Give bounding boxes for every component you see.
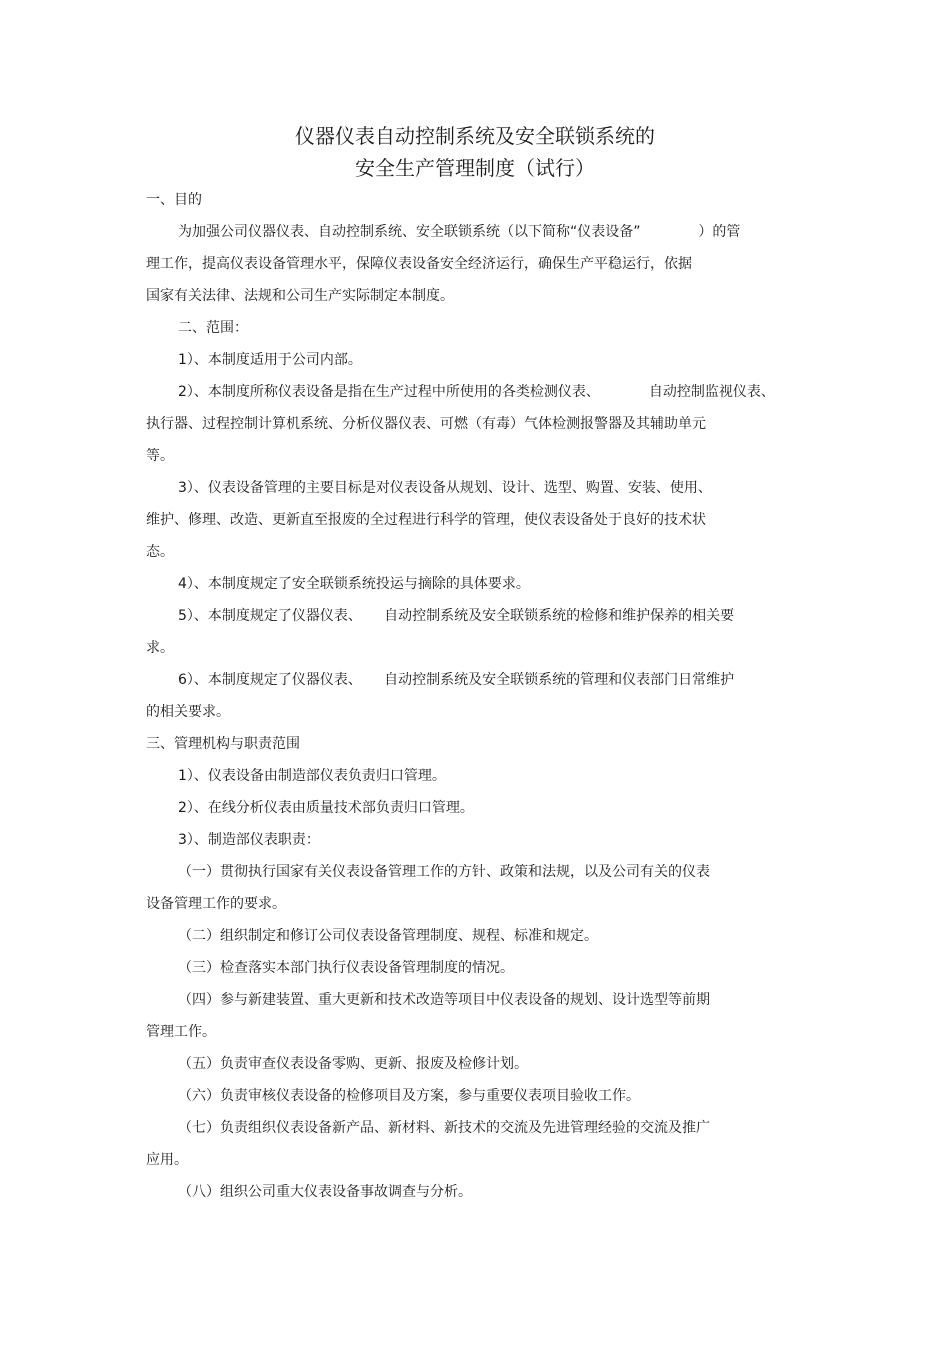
paragraph-line: 国家有关法律、法规和公司生产实际制定本制度。 <box>146 288 454 304</box>
paragraph-line: 应用。 <box>146 1152 188 1168</box>
paragraph-line: 理工作，提高仪表设备管理水平，保障仪表设备安全经济运行，确保生产平稳运行，依据 <box>146 256 692 272</box>
document-title-line-1: 仪器仪表自动控制系统及安全联锁系统的 <box>295 124 655 148</box>
paragraph-line: 管理工作。 <box>146 1024 216 1040</box>
paragraph-line: （八）组织公司重大仪表设备事故调查与分析。 <box>178 1184 472 1200</box>
paragraph-line: 5）、本制度规定了仪器仪表、 自动控制系统及安全联锁系统的检修和维护保养的相关要 <box>178 608 735 624</box>
document-title-line-2: 安全生产管理制度（试行） <box>355 156 595 180</box>
paragraph-line: 4）、本制度规定了安全联锁系统投运与摘除的具体要求。 <box>178 576 530 592</box>
paragraph-line: 6）、本制度规定了仪器仪表、 自动控制系统及安全联锁系统的管理和仪表部门日常维护 <box>178 672 735 688</box>
section-heading-purpose: 一、目的 <box>146 192 202 208</box>
paragraph-line: （三）检查落实本部门执行仪表设备管理制度的情况。 <box>178 960 514 976</box>
paragraph-line: 的相关要求。 <box>146 704 230 720</box>
paragraph-line: （五）负责审查仪表设备零购、更新、报废及检修计划。 <box>178 1056 528 1072</box>
paragraph-line: （七）负责组织仪表设备新产品、新材料、新技术的交流及先进管理经验的交流及推广 <box>178 1120 710 1136</box>
paragraph-line: 3）、仪表设备管理的主要目标是对仪表设备从规划、设计、选型、购置、安装、使用、 <box>178 480 712 496</box>
paragraph-line: 设备管理工作的要求。 <box>146 896 286 912</box>
paragraph-line: （六）负责审核仪表设备的检修项目及方案，参与重要仪表项目验收工作。 <box>178 1088 640 1104</box>
section-heading-organization: 三、管理机构与职责范围 <box>146 736 300 752</box>
paragraph-line: 维护、修理、改造、更新直至报废的全过程进行科学的管理，使仪表设备处于良好的技术状 <box>146 512 706 528</box>
paragraph-line: 2）、本制度所称仪表设备是指在生产过程中所使用的各类检测仪表、 自动控制监视仪表、 <box>178 384 775 400</box>
paragraph-line: 求。 <box>146 640 174 656</box>
section-heading-scope: 二、范围： <box>178 320 248 336</box>
paragraph-line: （二）组织制定和修订公司仪表设备管理制度、规程、标准和规定。 <box>178 928 598 944</box>
paragraph-line: 执行器、过程控制计算机系统、分析仪器仪表、可燃（有毒）气体检测报警器及其辅助单元 <box>146 416 706 432</box>
paragraph-line: （一）贯彻执行国家有关仪表设备管理工作的方针、政策和法规，以及公司有关的仪表 <box>178 864 710 880</box>
paragraph-line: 2）、在线分析仪表由质量技术部负责归口管理。 <box>178 800 474 816</box>
paragraph-line: 为加强公司仪器仪表、自动控制系统、安全联锁系统（以下简称“仪表设备” ）的管 <box>178 224 741 240</box>
paragraph-line: （四）参与新建装置、重大更新和技术改造等项目中仪表设备的规划、设计选型等前期 <box>178 992 710 1008</box>
paragraph-line: 1）、仪表设备由制造部仪表负责归口管理。 <box>178 768 446 784</box>
paragraph-line: 1）、本制度适用于公司内部。 <box>178 352 362 368</box>
paragraph-line: 3）、制造部仪表职责： <box>178 832 320 848</box>
paragraph-line: 态。 <box>146 544 174 560</box>
paragraph-line: 等。 <box>146 448 174 464</box>
